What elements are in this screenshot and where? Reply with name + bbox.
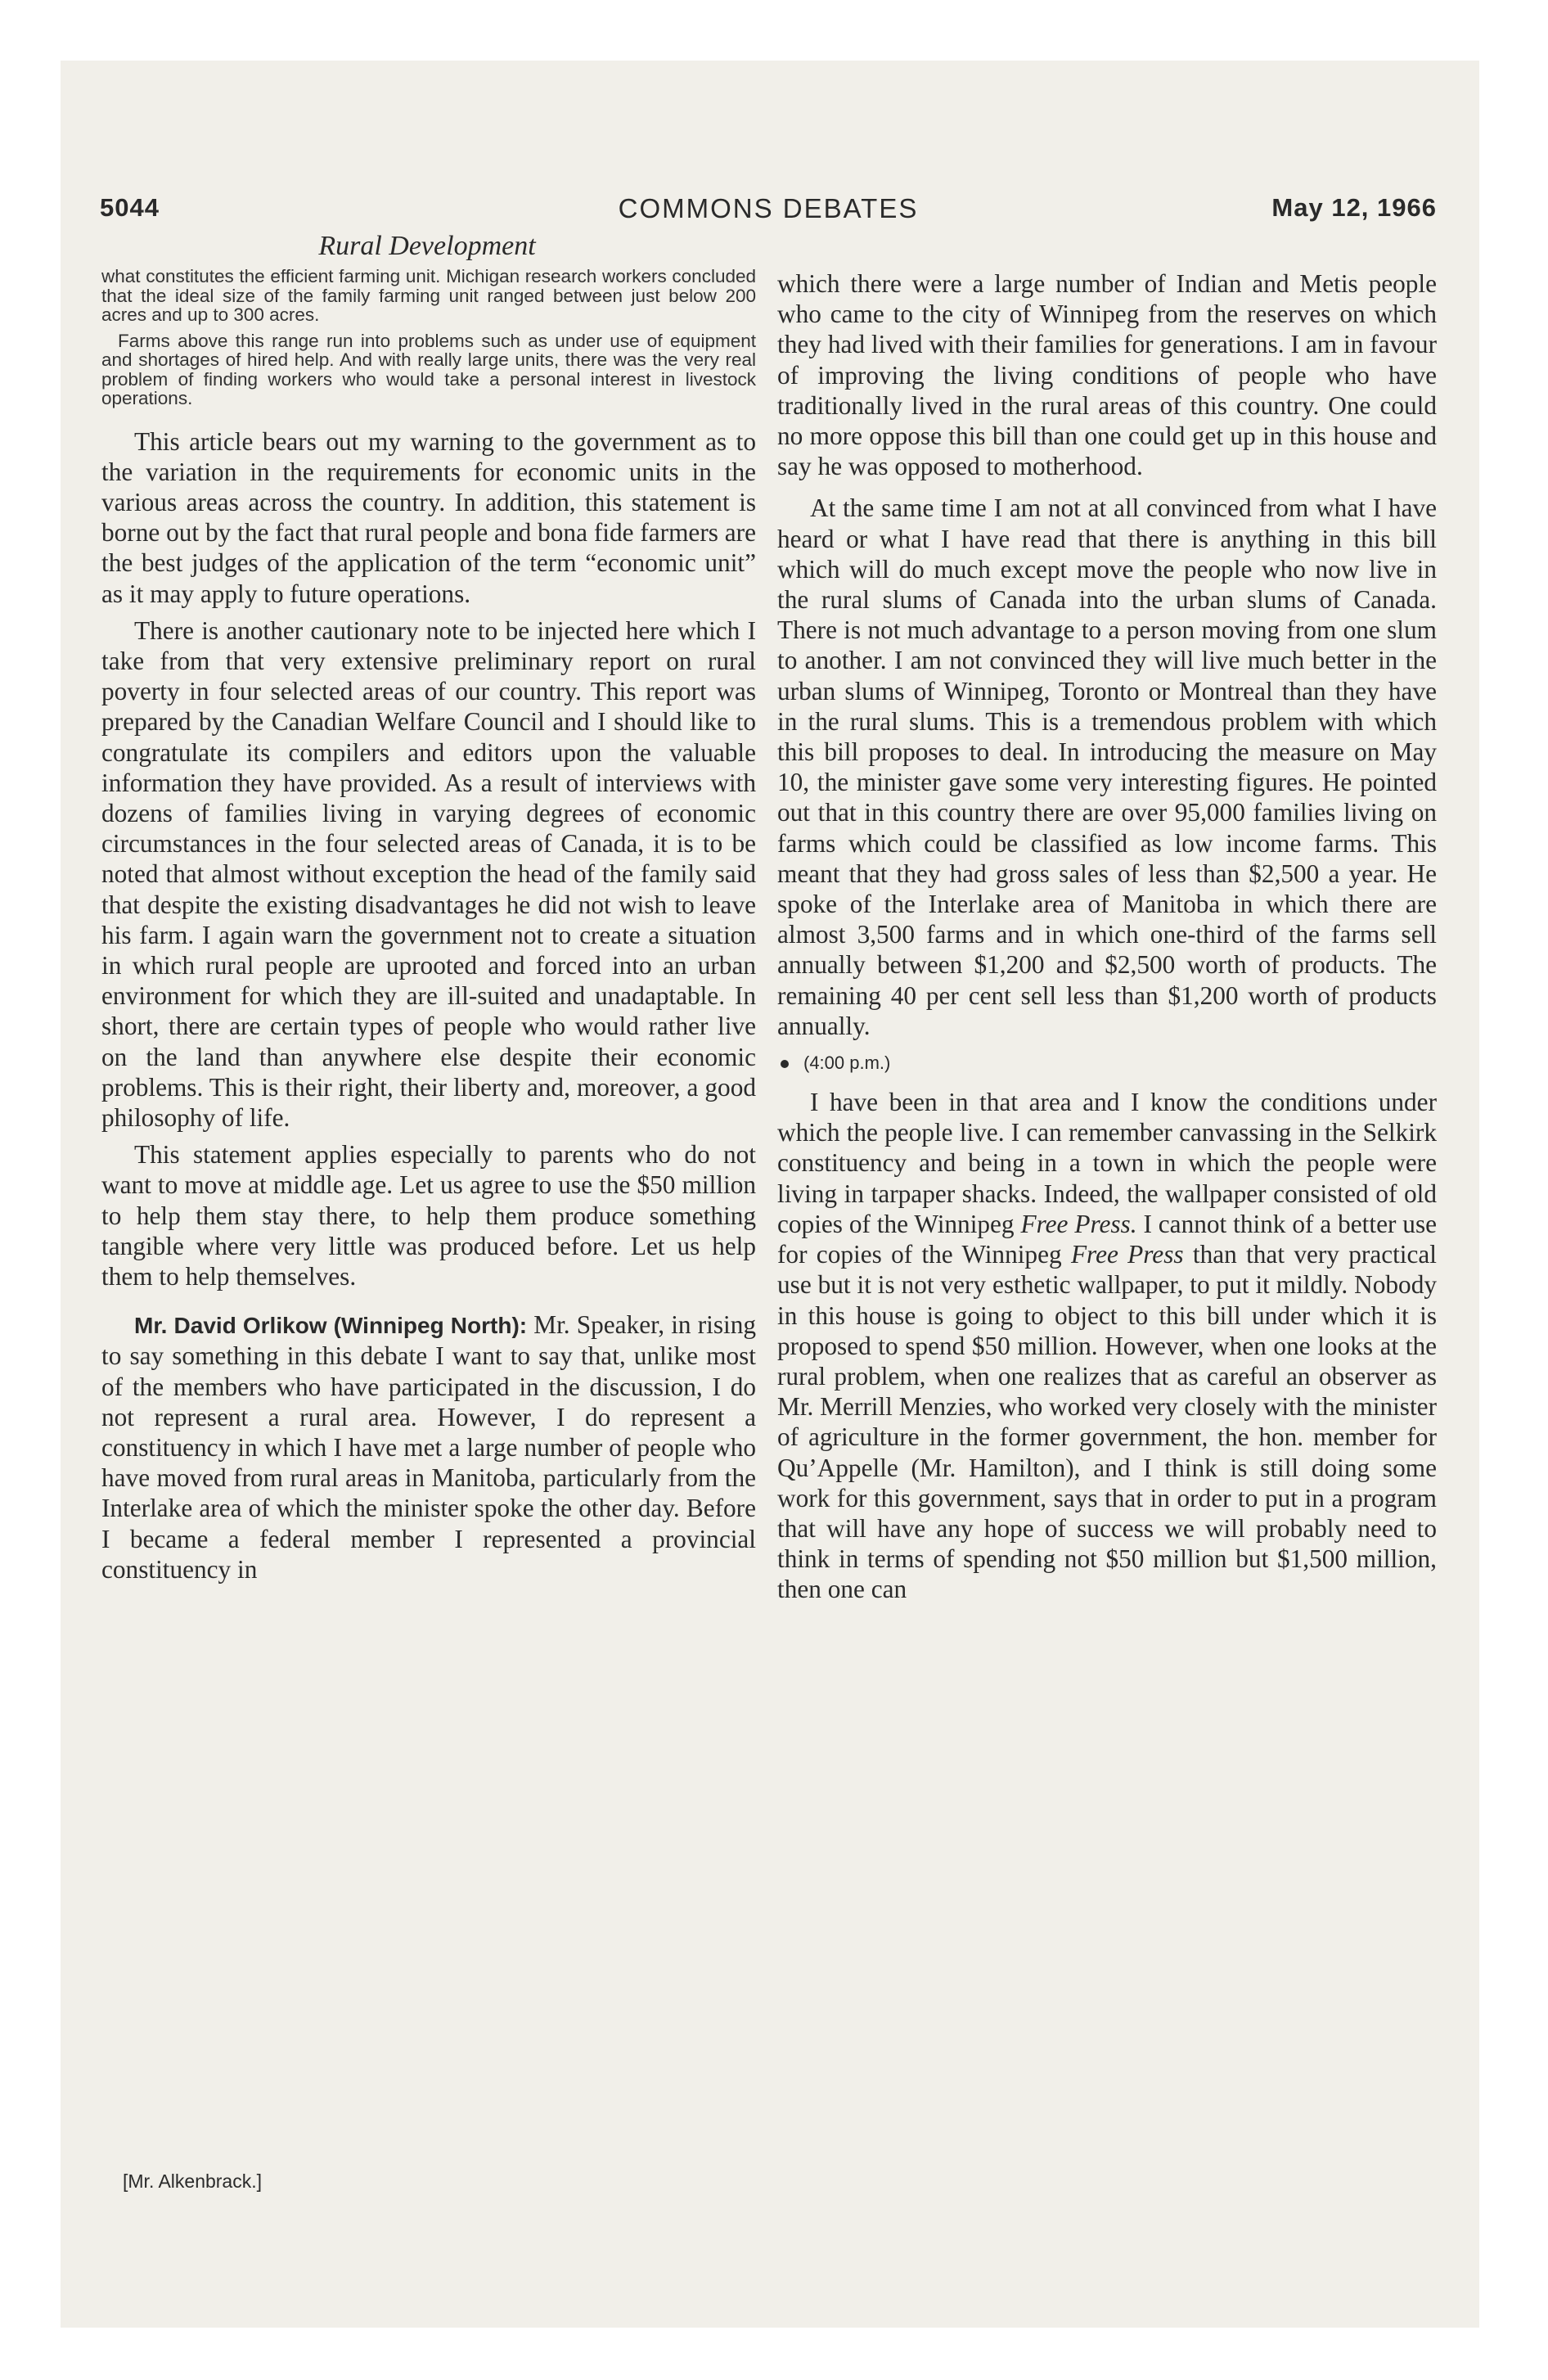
page-date: May 12, 1966 <box>1271 193 1437 222</box>
paragraph: There is another cautionary note to be injected here which I take from that very extensive preliminary report on rural poverty in four selected areas of our country. This report was prepared by the Canadian Welfare Council and I should like to congratulate its compilers and editors upon the valuable information they have provided. As a result of interviews with dozens of families living in varying degrees of economic circumstances in the four selected areas of Canada, it is to be noted that almost without exception the head of the family said that despite the existing disadvantages he did not wish to leave his farm. I again warn the government not to create a situation in which rural people are uprooted and forced into an urban environment for which they are ill-suited and unadaptable. In short, there are certain types of people who would rather live on the land than anywhere else despite their economic problems. This is their right, their liberty and, moreover, a good philosophy of life. <box>101 615 756 1132</box>
time-marker-text: (4:00 p.m.) <box>803 1053 891 1074</box>
paragraph: This statement applies especially to parents who do not want to move at middle age. Let us agree to use the $50 million to help them stay there, to help them produce something tangible where very little was produced before. Let us help them to help themselves. <box>101 1140 756 1291</box>
paragraph: At the same time I am not at all convinced from what I have heard or what I have read that there is anything in this bill which will do much except move the people who now live in the rural slums of Canada into the urban slums of Canada. There is not much advantage to a person moving from one slum to another. I am not convinced they will live much better in the urban slums of Winnipeg, Toronto or Montreal than they have in the rural slums. This is a tremendous problem with which this bill proposes to deal. In introducing the measure on May 10, the minister gave some very interesting figures. He pointed out that in this country there are over 95,000 families living on farms which could be classified as low income farms. This meant that they had gross sales of less than $2,500 a year. He spoke of the Interlake area of Manitoba in which there are almost 3,500 farms and in which one-third of the farms sell annually between $1,200 and $2,500 worth of products. The remaining 40 per cent sell less than $1,200 worth of products annually. <box>777 494 1437 1040</box>
speech-text: Mr. Speaker, in rising to say something in this debate I want to say that, unlike most of the members who have participated in the discussion, I do not represent a rural area. However, I do represent a constituency in which I have met a large number of people who have moved from rural areas in Manitoba, particularly from the Interlake area of which the minister spoke the other day. Before I became a federal member I represented a provincial constituency in <box>101 1310 757 1584</box>
right-column <box>777 268 1437 1611</box>
newspaper-title: Free Press. <box>1020 1209 1137 1238</box>
quoted-passage: Farms above this range run into problems such as under use of equipment and shortages of hired help. And with really large units, there was the very real problem of finding workers who would take a personal interest in livestock operations. <box>101 330 756 408</box>
time-marker <box>777 1053 1437 1074</box>
page-number: 5044 <box>100 193 160 222</box>
paragraph-text: I cannot think of a better use for copies of the Winnipeg <box>777 1209 1438 1269</box>
bullet-icon <box>781 1060 789 1068</box>
section-title: Rural Development <box>318 231 536 261</box>
speaker-paragraph <box>101 1309 756 1584</box>
speaker-name: Mr. David Orlikow (Winnipeg North): <box>134 1313 528 1339</box>
paragraph: This article bears out my warning to the government as to the variation in the requirements for economic units in the various areas across the country. In addition, this statement is borne out by the fact that rural people and bona fide farmers are the best judges of the application of the term “economic unit” as it may apply to future operations. <box>101 426 756 608</box>
paragraph-text: than that very practical use but it is not very esthetic wallpaper, to put it mildly. Nobody in this house is going to object to this bill under which it is proposed to spend $50 million. However, when one looks at the rural problem, when one realizes that as careful an observer as Mr. Merrill Menzies, who worked very closely with the minister of agriculture in the former government, the hon. member for Qu’Appelle (Mr. Hamilton), and I think is still doing some work for this government, says that in order to put in a program that will have any hope of success we will probably need to think in terms of spending not $50 million but $1,500 million, then one can <box>777 1240 1437 1604</box>
paragraph <box>777 1087 1437 1604</box>
paragraph-text: I have been in that area and I know the conditions under which the people live. I can remember canvassing in the Selkirk constituency and being in a town in which the people were living in tarpaper shacks. Indeed, the wallpaper consisted of old copies of the Winnipeg <box>777 1088 1437 1238</box>
newspaper-title: Free Press <box>1070 1240 1184 1269</box>
publication-title: COMMONS DEBATES <box>618 193 919 223</box>
paragraph: which there were a large number of Indian and Metis people who came to the city of Winnipeg from the reserves on which they had lived with their families for generations. I am in favour of improving the living conditions of people who have traditionally lived in the rural areas of this country. One could no more oppose this bill than one could get up in this house and say he was opposed to motherhood. <box>777 269 1437 481</box>
footer-note: [Mr. Alkenbrack.] <box>123 2170 263 2192</box>
quoted-passage: what constitutes the efficient farming unit. Michigan research workers concluded that the ideal size of the family farming unit ranged between just below 200 acres and up to 300 acres. <box>101 266 756 325</box>
left-column <box>101 267 756 1591</box>
